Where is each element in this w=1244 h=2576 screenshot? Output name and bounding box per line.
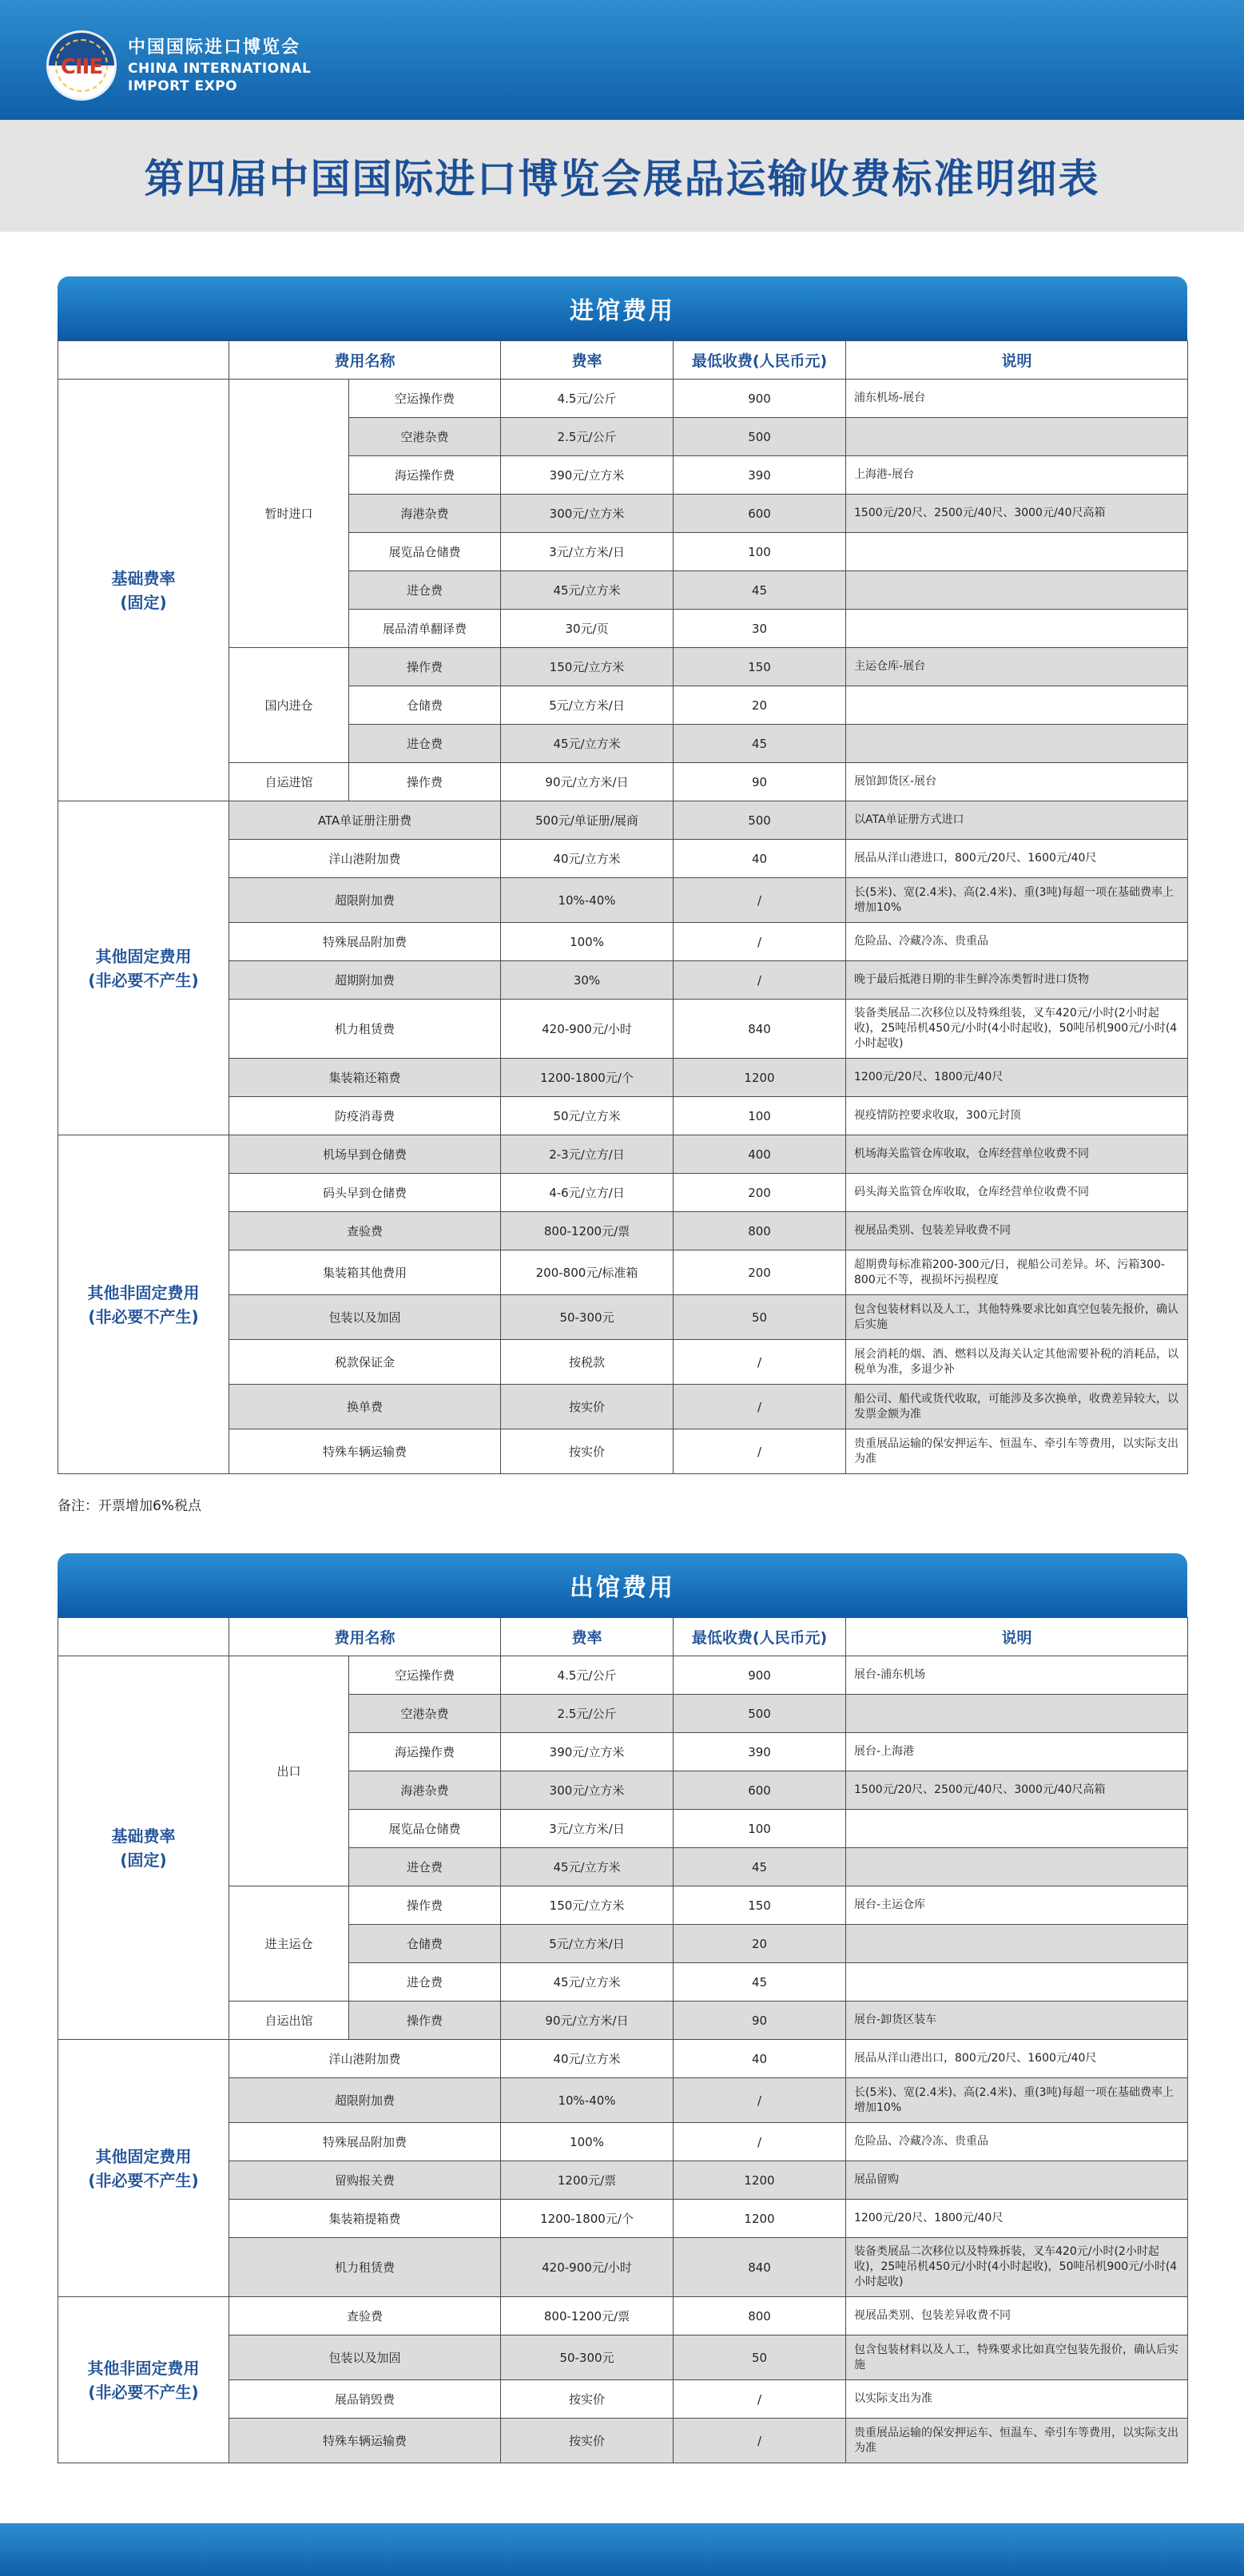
fee-min-cell: 900 xyxy=(674,380,846,418)
fee-desc-cell: 展品留购 xyxy=(846,2161,1188,2200)
fee-rate-cell: 50-300元 xyxy=(501,1295,674,1340)
fee-desc-cell xyxy=(846,1925,1188,1963)
fee-name-cell: 空港杂费 xyxy=(349,418,501,456)
fee-desc-cell xyxy=(846,418,1188,456)
fee-desc-cell: 展品从洋山港出口，800元/20尺、1600元/40尺 xyxy=(846,2040,1188,2078)
fee-name-cell: 空港杂费 xyxy=(349,1695,501,1733)
fee-desc-cell: 危险品、冷藏冷冻、贵重品 xyxy=(846,923,1188,961)
fee-min-cell: 1200 xyxy=(674,2200,846,2238)
fee-rate-cell: 40元/立方米 xyxy=(501,840,674,878)
blank-header-cell xyxy=(58,341,229,380)
fee-min-cell: 150 xyxy=(674,648,846,686)
fee-name-cell: 海港杂费 xyxy=(349,495,501,533)
group-label: 其他非固定费用 (非必要不产生) xyxy=(58,2297,229,2463)
fee-min-cell: 390 xyxy=(674,456,846,495)
fee-rate-cell: 30% xyxy=(501,961,674,1000)
fee-desc-cell xyxy=(846,610,1188,648)
fee-rate-cell: 50元/立方米 xyxy=(501,1097,674,1135)
fee-rate-cell: 4-6元/立方/日 xyxy=(501,1174,674,1212)
fee-min-cell: 45 xyxy=(674,1848,846,1886)
subgroup-label: 暂时进口 xyxy=(229,380,349,648)
fee-desc-cell: 危险品、冷藏冷冻、贵重品 xyxy=(846,2123,1188,2161)
fee-name-cell: 展览品仓储费 xyxy=(349,1810,501,1848)
fee-rate-cell: 150元/立方米 xyxy=(501,648,674,686)
table-row xyxy=(58,1135,1188,1174)
column-header-rate: 费率 xyxy=(501,341,674,380)
outbound-section-title: 出馆费用 xyxy=(58,1553,1187,1617)
fee-name-cell: 进仓费 xyxy=(349,1848,501,1886)
fee-rate-cell: 90元/立方米/日 xyxy=(501,763,674,801)
fee-name-cell: 机力租赁费 xyxy=(229,1000,501,1059)
fee-min-cell: 1200 xyxy=(674,1059,846,1097)
fee-rate-cell: 420-900元/小时 xyxy=(501,2238,674,2297)
page-title: 第四届中国国际进口博览会展品运输收费标准明细表 xyxy=(144,156,1100,202)
ciie-emblem-icon: CIIE xyxy=(46,30,117,101)
fee-min-cell: / xyxy=(674,2380,846,2419)
table-row xyxy=(58,2040,1188,2078)
fee-desc-cell: 以实际支出为准 xyxy=(846,2380,1188,2419)
fee-name-cell: 空运操作费 xyxy=(349,1656,501,1695)
fee-name-cell: 洋山港附加费 xyxy=(229,840,501,878)
subgroup-label: 自运出馆 xyxy=(229,2002,349,2040)
fee-desc-cell xyxy=(846,571,1188,610)
fee-desc-cell xyxy=(846,1963,1188,2002)
fee-min-cell: 30 xyxy=(674,610,846,648)
table-header-row xyxy=(58,1618,1188,1656)
fee-rate-cell: 按实价 xyxy=(501,1429,674,1474)
fee-rate-cell: 45元/立方米 xyxy=(501,1963,674,2002)
fee-name-cell: 海运操作费 xyxy=(349,1733,501,1771)
fee-desc-cell: 1200元/20尺、1800元/40尺 xyxy=(846,2200,1188,2238)
ciie-logo xyxy=(46,30,311,101)
fee-desc-cell: 码头海关监管仓库收取，仓库经营单位收费不同 xyxy=(846,1174,1188,1212)
table-row xyxy=(58,801,1188,840)
fee-name-cell: 换单费 xyxy=(229,1385,501,1429)
fee-rate-cell: 4.5元/公斤 xyxy=(501,1656,674,1695)
fee-rate-cell: 45元/立方米 xyxy=(501,571,674,610)
fee-desc-cell: 视展品类别、包装差异收费不同 xyxy=(846,2297,1188,2335)
fee-rate-cell: 100% xyxy=(501,2123,674,2161)
logo-cn-name: 中国国际进口博览会 xyxy=(128,38,301,58)
fee-rate-cell: 2.5元/公斤 xyxy=(501,1695,674,1733)
fee-rate-cell: 1200-1800元/个 xyxy=(501,1059,674,1097)
fee-desc-cell: 装备类展品二次移位以及特殊组装，叉车420元/小时(2小时起收)，25吨吊机450元/小时(4小时起收)，50吨吊机900元/小时(4小时起收) xyxy=(846,1000,1188,1059)
fee-desc-cell: 展会消耗的烟、酒、燃料以及海关认定其他需要补税的消耗品，以税单为准，多退少补 xyxy=(846,1340,1188,1385)
subgroup-label: 自运进馆 xyxy=(229,763,349,801)
fee-desc-cell: 展台-主运仓库 xyxy=(846,1886,1188,1925)
fee-name-cell: 展品销毁费 xyxy=(229,2380,501,2419)
fee-name-cell: 操作费 xyxy=(349,2002,501,2040)
fee-rate-cell: 390元/立方米 xyxy=(501,456,674,495)
fee-min-cell: 400 xyxy=(674,1135,846,1174)
fee-desc-cell xyxy=(846,1810,1188,1848)
fee-rate-cell: 2-3元/立方/日 xyxy=(501,1135,674,1174)
subgroup-label: 进主运仓 xyxy=(229,1886,349,2002)
fee-rate-cell: 4.5元/公斤 xyxy=(501,380,674,418)
fee-desc-cell: 贵重展品运输的保安押运车、恒温车、牵引车等费用，以实际支出为准 xyxy=(846,1429,1188,1474)
fee-desc-cell: 主运仓库-展台 xyxy=(846,648,1188,686)
fee-rate-cell: 1200元/票 xyxy=(501,2161,674,2200)
fee-name-cell: 海运操作费 xyxy=(349,456,501,495)
column-header-desc: 说明 xyxy=(846,1618,1188,1656)
inbound-fee-table xyxy=(58,340,1188,1474)
outbound-section xyxy=(58,1553,1187,2463)
subgroup-label: 国内进仓 xyxy=(229,648,349,763)
column-header-desc: 说明 xyxy=(846,341,1188,380)
fee-name-cell: 机力租赁费 xyxy=(229,2238,501,2297)
column-header-name: 费用名称 xyxy=(229,1618,501,1656)
fee-rate-cell: 90元/立方米/日 xyxy=(501,2002,674,2040)
fee-name-cell: 操作费 xyxy=(349,648,501,686)
page-footer xyxy=(0,2523,1244,2576)
fee-name-cell: 洋山港附加费 xyxy=(229,2040,501,2078)
fee-min-cell: 900 xyxy=(674,1656,846,1695)
fee-min-cell: 500 xyxy=(674,418,846,456)
fee-min-cell: 500 xyxy=(674,801,846,840)
fee-name-cell: ATA单证册注册费 xyxy=(229,801,501,840)
fee-name-cell: 操作费 xyxy=(349,763,501,801)
fee-min-cell: / xyxy=(674,1340,846,1385)
fee-min-cell: 600 xyxy=(674,495,846,533)
fee-rate-cell: 40元/立方米 xyxy=(501,2040,674,2078)
fee-rate-cell: 300元/立方米 xyxy=(501,1771,674,1810)
fee-desc-cell xyxy=(846,686,1188,725)
outbound-fee-table xyxy=(58,1617,1188,2463)
fee-rate-cell: 200-800元/标准箱 xyxy=(501,1250,674,1295)
group-label: 其他固定费用 (非必要不产生) xyxy=(58,2040,229,2297)
fee-min-cell: 50 xyxy=(674,2335,846,2380)
fee-desc-cell: 1500元/20尺、2500元/40尺、3000元/40尺高箱 xyxy=(846,1771,1188,1810)
fee-rate-cell: 420-900元/小时 xyxy=(501,1000,674,1059)
fee-desc-cell: 展台-浦东机场 xyxy=(846,1656,1188,1695)
fee-min-cell: / xyxy=(674,1385,846,1429)
fee-desc-cell: 视疫情防控要求收取，300元封顶 xyxy=(846,1097,1188,1135)
fee-rate-cell: 3元/立方米/日 xyxy=(501,1810,674,1848)
fee-name-cell: 展览品仓储费 xyxy=(349,533,501,571)
fee-desc-cell: 视展品类别、包装差异收费不同 xyxy=(846,1212,1188,1250)
fee-min-cell: 390 xyxy=(674,1733,846,1771)
fee-rate-cell: 10%-40% xyxy=(501,2078,674,2123)
fee-min-cell: 90 xyxy=(674,763,846,801)
fee-min-cell: 100 xyxy=(674,1810,846,1848)
fee-name-cell: 海港杂费 xyxy=(349,1771,501,1810)
fee-desc-cell: 机场海关监管仓库收取，仓库经营单位收费不同 xyxy=(846,1135,1188,1174)
blank-header-cell xyxy=(58,1618,229,1656)
fee-desc-cell xyxy=(846,1695,1188,1733)
fee-name-cell: 进仓费 xyxy=(349,725,501,763)
fee-name-cell: 包装以及加固 xyxy=(229,1295,501,1340)
fee-desc-cell: 长(5米)、宽(2.4米)、高(2.4米)、重(3吨)每超一项在基础费率上增加10% xyxy=(846,878,1188,923)
group-label: 其他固定费用 (非必要不产生) xyxy=(58,801,229,1135)
fee-min-cell: 20 xyxy=(674,1925,846,1963)
fee-rate-cell: 500元/单证册/展商 xyxy=(501,801,674,840)
fee-min-cell: 800 xyxy=(674,1212,846,1250)
column-header-name: 费用名称 xyxy=(229,341,501,380)
fee-min-cell: 200 xyxy=(674,1174,846,1212)
fee-desc-cell: 包含包装材料以及人工，特殊要求比如真空包装先报价，确认后实施 xyxy=(846,2335,1188,2380)
fee-min-cell: 840 xyxy=(674,1000,846,1059)
fee-rate-cell: 5元/立方米/日 xyxy=(501,686,674,725)
fee-name-cell: 展品清单翻译费 xyxy=(349,610,501,648)
fee-rate-cell: 45元/立方米 xyxy=(501,1848,674,1886)
fee-rate-cell: 按实价 xyxy=(501,2419,674,2463)
fee-desc-cell: 长(5米)、宽(2.4米)、高(2.4米)、重(3吨)每超一项在基础费率上增加10% xyxy=(846,2078,1188,2123)
fee-name-cell: 查验费 xyxy=(229,1212,501,1250)
fee-min-cell: 100 xyxy=(674,533,846,571)
fee-min-cell: / xyxy=(674,923,846,961)
fee-rate-cell: 10%-40% xyxy=(501,878,674,923)
column-header-rate: 费率 xyxy=(501,1618,674,1656)
fee-desc-cell: 船公司、船代或货代收取，可能涉及多次换单，收费差异较大，以发票金额为准 xyxy=(846,1385,1188,1429)
fee-rate-cell: 800-1200元/票 xyxy=(501,2297,674,2335)
fee-name-cell: 超期附加费 xyxy=(229,961,501,1000)
fee-min-cell: / xyxy=(674,961,846,1000)
fee-name-cell: 留购报关费 xyxy=(229,2161,501,2200)
fee-name-cell: 特殊展品附加费 xyxy=(229,2123,501,2161)
fee-name-cell: 仓储费 xyxy=(349,686,501,725)
fee-desc-cell: 装备类展品二次移位以及特殊拆装，叉车420元/小时(2小时起收)，25吨吊机450元/小时(4小时起收)，50吨吊机900元/小时(4小时起收) xyxy=(846,2238,1188,2297)
table-row xyxy=(58,1656,1188,1695)
fee-name-cell: 特殊车辆运输费 xyxy=(229,1429,501,1474)
fee-desc-cell: 展台-卸货区装车 xyxy=(846,2002,1188,2040)
fee-min-cell: 100 xyxy=(674,1097,846,1135)
fee-name-cell: 集装箱提箱费 xyxy=(229,2200,501,2238)
fee-min-cell: 45 xyxy=(674,725,846,763)
fee-min-cell: / xyxy=(674,2123,846,2161)
fee-name-cell: 特殊展品附加费 xyxy=(229,923,501,961)
fee-name-cell: 查验费 xyxy=(229,2297,501,2335)
logo-en-name-1: CHINA INTERNATIONAL xyxy=(128,61,312,77)
fee-name-cell: 机场早到仓储费 xyxy=(229,1135,501,1174)
fee-desc-cell xyxy=(846,725,1188,763)
fee-rate-cell: 150元/立方米 xyxy=(501,1886,674,1925)
fee-min-cell: 20 xyxy=(674,686,846,725)
fee-min-cell: 50 xyxy=(674,1295,846,1340)
page-header xyxy=(0,0,1244,120)
fee-desc-cell: 晚于最后抵港日期的非生鲜冷冻类暂时进口货物 xyxy=(846,961,1188,1000)
fee-name-cell: 防疫消毒费 xyxy=(229,1097,501,1135)
fee-min-cell: / xyxy=(674,2419,846,2463)
fee-name-cell: 仓储费 xyxy=(349,1925,501,1963)
fee-rate-cell: 5元/立方米/日 xyxy=(501,1925,674,1963)
fee-min-cell: 40 xyxy=(674,840,846,878)
fee-min-cell: 800 xyxy=(674,2297,846,2335)
fee-rate-cell: 300元/立方米 xyxy=(501,495,674,533)
fee-name-cell: 超限附加费 xyxy=(229,878,501,923)
fee-name-cell: 空运操作费 xyxy=(349,380,501,418)
fee-min-cell: 200 xyxy=(674,1250,846,1295)
fee-min-cell: 90 xyxy=(674,2002,846,2040)
fee-name-cell: 码头早到仓储费 xyxy=(229,1174,501,1212)
inbound-section xyxy=(58,276,1187,1474)
fee-min-cell: 600 xyxy=(674,1771,846,1810)
fee-rate-cell: 1200-1800元/个 xyxy=(501,2200,674,2238)
fee-min-cell: / xyxy=(674,1429,846,1474)
table-row xyxy=(58,380,1188,418)
fee-min-cell: 840 xyxy=(674,2238,846,2297)
fee-desc-cell: 浦东机场-展台 xyxy=(846,380,1188,418)
fee-rate-cell: 按实价 xyxy=(501,2380,674,2419)
fee-rate-cell: 100% xyxy=(501,923,674,961)
fee-desc-cell: 超期费每标准箱200-300元/日，视船公司差异。坏、污箱300-800元不等，视损坏污损程度 xyxy=(846,1250,1188,1295)
fee-min-cell: 150 xyxy=(674,1886,846,1925)
inbound-section-title: 进馆费用 xyxy=(58,276,1187,340)
fee-name-cell: 集装箱其他费用 xyxy=(229,1250,501,1295)
fee-name-cell: 超限附加费 xyxy=(229,2078,501,2123)
fee-rate-cell: 按实价 xyxy=(501,1385,674,1429)
title-band xyxy=(0,120,1244,232)
fee-name-cell: 特殊车辆运输费 xyxy=(229,2419,501,2463)
group-label: 基础费率 (固定) xyxy=(58,380,229,801)
fee-desc-cell: 展品从洋山港进口，800元/20尺、1600元/40尺 xyxy=(846,840,1188,878)
fee-rate-cell: 2.5元/公斤 xyxy=(501,418,674,456)
fee-desc-cell xyxy=(846,1848,1188,1886)
fee-desc-cell: 1500元/20尺、2500元/40尺、3000元/40尺高箱 xyxy=(846,495,1188,533)
fee-rate-cell: 390元/立方米 xyxy=(501,1733,674,1771)
fee-desc-cell xyxy=(846,533,1188,571)
fee-name-cell: 集装箱还箱费 xyxy=(229,1059,501,1097)
fee-rate-cell: 30元/页 xyxy=(501,610,674,648)
fee-min-cell: 1200 xyxy=(674,2161,846,2200)
fee-desc-cell: 贵重展品运输的保安押运车、恒温车、牵引车等费用，以实际支出为准 xyxy=(846,2419,1188,2463)
subgroup-label: 出口 xyxy=(229,1656,349,1886)
fee-rate-cell: 3元/立方米/日 xyxy=(501,533,674,571)
fee-desc-cell: 展台-上海港 xyxy=(846,1733,1188,1771)
group-label: 其他非固定费用 (非必要不产生) xyxy=(58,1135,229,1474)
fee-desc-cell: 包含包装材料以及人工，其他特殊要求比如真空包装先报价，确认后实施 xyxy=(846,1295,1188,1340)
fee-name-cell: 税款保证金 xyxy=(229,1340,501,1385)
column-header-min: 最低收费(人民币元) xyxy=(674,341,846,380)
table-header-row xyxy=(58,341,1188,380)
remark-note: 备注：开票增加6%税点 xyxy=(58,1498,201,1514)
fee-desc-cell: 展馆卸货区-展台 xyxy=(846,763,1188,801)
fee-min-cell: / xyxy=(674,2078,846,2123)
table-row xyxy=(58,2297,1188,2335)
fee-rate-cell: 45元/立方米 xyxy=(501,725,674,763)
fee-min-cell: / xyxy=(674,878,846,923)
fee-rate-cell: 按税款 xyxy=(501,1340,674,1385)
fee-desc-cell: 1200元/20尺、1800元/40尺 xyxy=(846,1059,1188,1097)
fee-name-cell: 进仓费 xyxy=(349,1963,501,2002)
column-header-min: 最低收费(人民币元) xyxy=(674,1618,846,1656)
fee-name-cell: 包装以及加固 xyxy=(229,2335,501,2380)
fee-min-cell: 500 xyxy=(674,1695,846,1733)
fee-rate-cell: 50-300元 xyxy=(501,2335,674,2380)
fee-min-cell: 45 xyxy=(674,1963,846,2002)
fee-name-cell: 操作费 xyxy=(349,1886,501,1925)
fee-min-cell: 45 xyxy=(674,571,846,610)
fee-rate-cell: 800-1200元/票 xyxy=(501,1212,674,1250)
fee-min-cell: 40 xyxy=(674,2040,846,2078)
fee-desc-cell: 以ATA单证册方式进口 xyxy=(846,801,1188,840)
group-label: 基础费率 (固定) xyxy=(58,1656,229,2040)
fee-desc-cell: 上海港-展台 xyxy=(846,456,1188,495)
fee-name-cell: 进仓费 xyxy=(349,571,501,610)
logo-en-name-2: IMPORT EXPO xyxy=(128,78,238,94)
